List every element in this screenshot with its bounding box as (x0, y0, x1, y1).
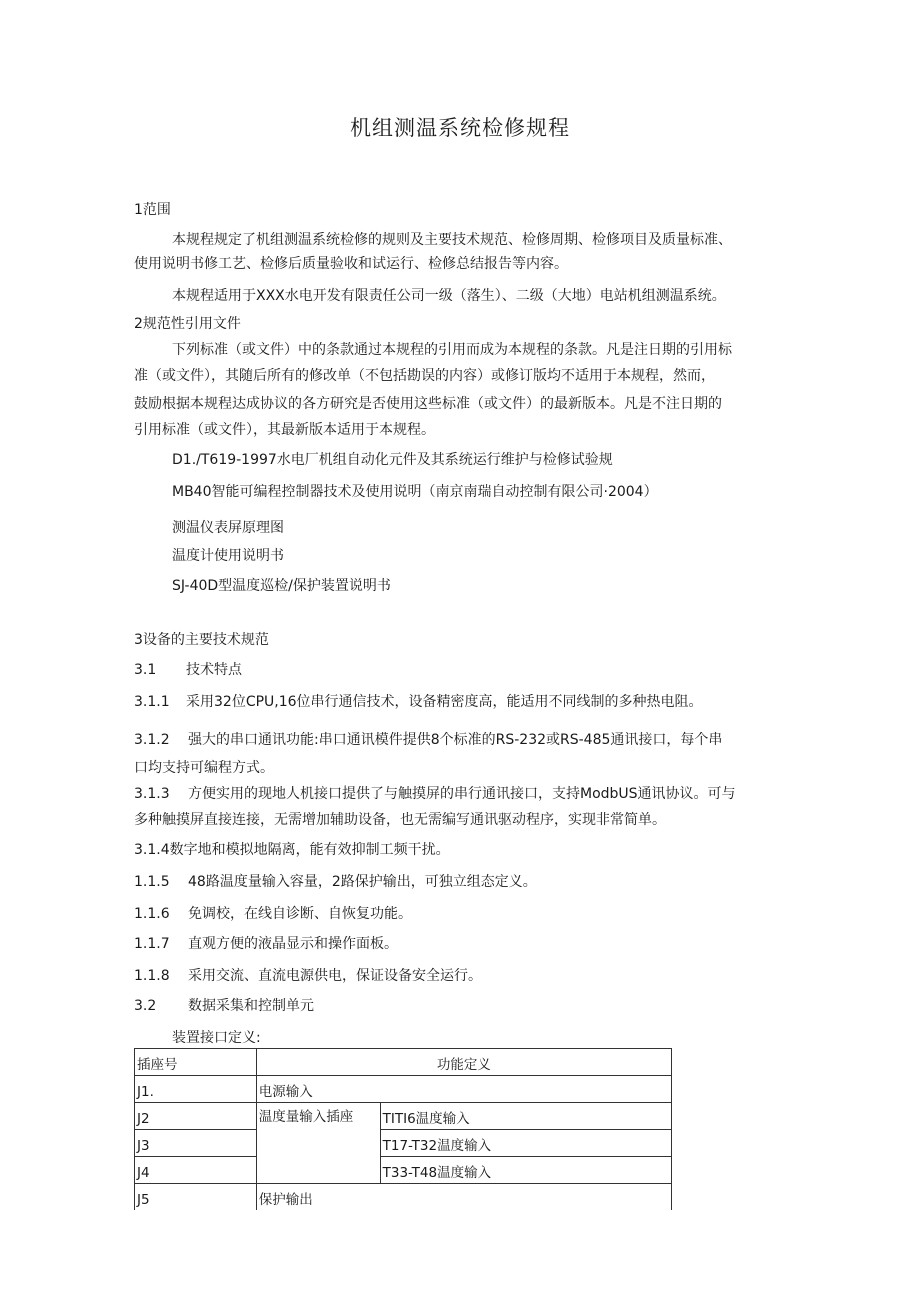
item-number: 1.1.8 (134, 968, 170, 984)
reference-item: MB40智能可编程控制器技术及使用说明（南京南瑞自动控制有限公司·2004） (172, 484, 658, 500)
section-1-paragraph: 本规程规定了机组测温系统检修的规则及主要技术规范、检修周期、检修项目及质量标准、 (172, 232, 732, 248)
item-number: 1.1.5 (134, 874, 170, 890)
interface-table (134, 1048, 672, 1211)
item-text: 方便实用的现地人机接口提供了与触摸屏的串行通讯接口，支持ModbUS通讯协议。可与 (188, 786, 736, 802)
page-cutoff (130, 1210, 690, 1230)
table-row (135, 1130, 672, 1157)
section-3-heading: 3设备的主要技术规范 (134, 632, 269, 648)
function-cell: 保护输出 (256, 1184, 671, 1211)
table-row (135, 1157, 672, 1184)
socket-cell: J1. (135, 1076, 257, 1103)
table-caption: 装置接口定义: (172, 1030, 261, 1046)
item-text: 3.1.4数字地和模拟地隔离，能有效抑制工频干扰。 (134, 842, 450, 858)
table-header-row (135, 1049, 672, 1076)
function-cell: 电源输入 (256, 1076, 671, 1103)
section-1-heading: 1范围 (134, 202, 171, 218)
item-text-continued: 口均支持可编程方式。 (134, 760, 274, 776)
item-text: 48路温度量输入容量，2路保护输出，可独立组态定义。 (188, 874, 537, 890)
item-text: 数据采集和控制单元 (188, 998, 314, 1014)
section-2-paragraph: 准（或文件），其随后所有的修改单（不包括勘误的内容）或修订版均不适用于本规程，然而， (134, 368, 715, 384)
item-number: 3.2 (134, 998, 157, 1014)
item-text: 技术特点 (186, 662, 242, 678)
item-number: 1.1.6 (134, 906, 170, 922)
page-title: 机组测温系统检修规程 (350, 116, 570, 140)
item-number: 3.1.2 (134, 732, 170, 748)
item-number: 3.1.3 (134, 786, 170, 802)
section-2-paragraph: 鼓励根据本规程达成协议的各方研究是否使用这些标准（或文件）的最新版本。凡是不注日期的 (134, 396, 722, 412)
item-text: 强大的串口通讯功能:串口通讯模件提供8个标准的RS-232或RS-485通讯接口，每个串 (188, 732, 723, 748)
reference-item: D1./T619-1997水电厂机组自动化元件及其系统运行维护与检修试验规 (172, 452, 613, 468)
detail-cell: TITI6温度输入 (380, 1103, 671, 1130)
reference-item: 温度计使用说明书 (172, 548, 284, 564)
item-text: 直观方便的液晶显示和操作面板。 (188, 936, 398, 952)
table-row (135, 1184, 672, 1211)
section-2-paragraph: 下列标准（或文件）中的条款通过本规程的引用而成为本规程的条款。凡是注日期的引用标 (172, 342, 732, 358)
detail-cell: T17-T32温度输入 (380, 1130, 671, 1157)
item-text-continued: 多种触摸屏直接连接，无需增加辅助设备，也无需编写通讯驱动程序，实现非常简单。 (134, 812, 666, 828)
socket-cell: J5 (135, 1184, 257, 1211)
table-row (135, 1076, 672, 1103)
item-text: 采用32位CPU,16位串行通信技术，设备精密度高，能适用不同线制的多种热电阻。 (186, 694, 703, 710)
socket-cell: J4 (135, 1157, 257, 1184)
section-2-heading: 2规范性引用文件 (134, 316, 241, 332)
socket-cell: J2 (135, 1103, 257, 1130)
item-number: 3.1 (134, 662, 157, 678)
item-number: 3.1.1 (134, 694, 170, 710)
header-function: 功能定义 (256, 1049, 671, 1076)
table-row (135, 1103, 672, 1130)
detail-cell: T33-T48温度输入 (380, 1157, 671, 1184)
section-2-paragraph: 引用标准（或文件），其最新版本适用于本规程。 (134, 422, 435, 438)
temperature-input-group-cell: 温度量输入插座 (256, 1103, 380, 1184)
header-socket: 插座号 (135, 1049, 257, 1076)
section-1-paragraph: 本规程适用于XXX水电开发有限责任公司一级（落生）、二级（大地）电站机组测温系统。 (172, 288, 726, 304)
socket-cell: J3 (135, 1130, 257, 1157)
item-number: 1.1.7 (134, 936, 170, 952)
item-text: 免调校，在线自诊断、自恢复功能。 (188, 906, 412, 922)
section-1-paragraph: 使用说明书修工艺、检修后质量验收和试运行、检修总结报告等内容。 (134, 256, 568, 272)
reference-item: SJ-40D型温度巡检/保护装置说明书 (172, 578, 391, 594)
item-text: 采用交流、直流电源供电，保证设备安全运行。 (188, 968, 482, 984)
reference-item: 测温仪表屏原理图 (172, 520, 284, 536)
